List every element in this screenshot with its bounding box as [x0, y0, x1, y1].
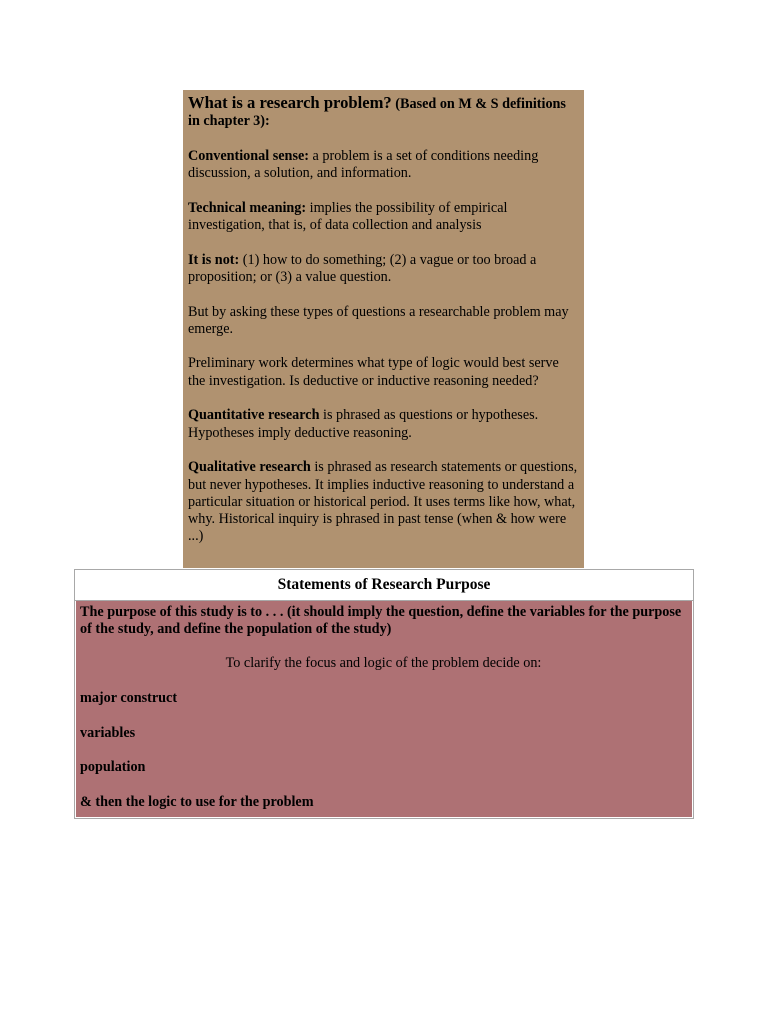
purpose-intro: The purpose of this study is to . . . (it should imply the question, define the variables for the purpose of the study, and define the population of the study) [80, 604, 682, 638]
conventional-sense-label: Conventional sense: [188, 147, 309, 164]
quantitative-research-label: Quantitative research [188, 407, 320, 424]
conventional-sense-paragraph [188, 148, 578, 183]
qualitative-research-label: Qualitative research [188, 459, 311, 476]
conventional-sense-text: a problem is a set of conditions needing discussion, a solution, and information. [188, 147, 539, 182]
research-problem-box [183, 90, 584, 568]
list-item: & then the logic to use for the problem [80, 794, 314, 811]
list-item: major construct [80, 689, 178, 706]
it-is-not-paragraph [188, 252, 578, 287]
research-purpose-table [74, 569, 694, 819]
technical-meaning-text: implies the possibility of empirical investigation, that is, of data collection and analysis [188, 199, 508, 234]
list-item: variables [80, 724, 136, 741]
asking-questions-paragraph: But by asking these types of questions a researchable problem may emerge. [188, 303, 569, 337]
clarify-text: To clarify the focus and logic of the problem decide on: [225, 654, 542, 671]
preliminary-work-paragraph: Preliminary work determines what type of logic would best serve the investigation. Is deductive or inductive reasoning needed? [188, 355, 559, 389]
quantitative-research-paragraph [188, 407, 578, 442]
it-is-not-label: It is not: [188, 251, 240, 268]
it-is-not-text: (1) how to do something; (2) a vague or too broad a proposition; or (3) a value question. [188, 251, 537, 285]
quantitative-research-text: is phrased as questions or hypotheses. Hypotheses imply deductive reasoning. [188, 407, 539, 441]
title-sub: (Based on M & S definitions in chapter 3): [188, 96, 566, 130]
qualitative-research-paragraph [188, 459, 578, 545]
research-problem-title [188, 94, 578, 131]
qualitative-research-text: is phrased as research statements or questions, but never hypotheses. It implies inductive reasoning to understand a particular situation or historical period. It uses terms like how, what, why. Historical inquiry is phrased in past tense (when & how were ...) [188, 459, 578, 545]
technical-meaning-paragraph [188, 200, 578, 235]
research-purpose-body [76, 601, 692, 817]
list-item: population [80, 759, 146, 776]
title-main: What is a research problem? [188, 93, 392, 112]
research-purpose-header: Statements of Research Purpose [75, 570, 693, 601]
technical-meaning-label: Technical meaning: [188, 199, 307, 216]
